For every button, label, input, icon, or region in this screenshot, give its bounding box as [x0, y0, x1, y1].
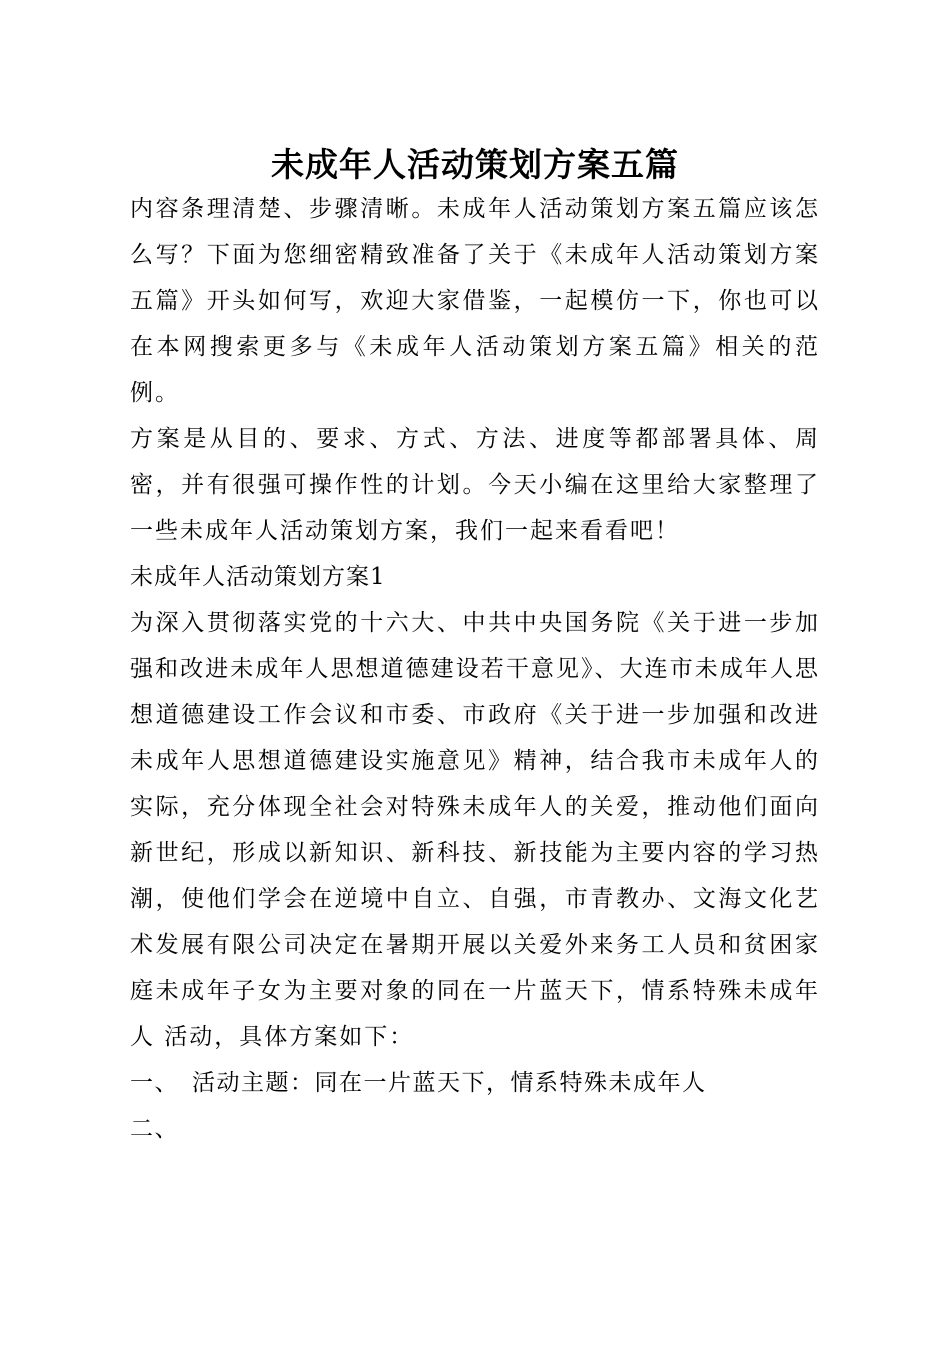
- document-body: [130, 186, 820, 1152]
- list-item-1: [130, 1060, 820, 1106]
- list-item-number: 一、: [130, 1070, 179, 1096]
- list-item-text: 活动主题：同在一片蓝天下，情系特殊未成年人: [192, 1070, 707, 1096]
- definition-paragraph: 方案是从目的、要求、方式、方法、进度等都部署具体、周密，并有很强可操作性的计划。今天小编在这里给大家整理了一些未成年人活动策划方案，我们一起来看看吧！: [130, 426, 820, 544]
- body-paragraph: 为深入贯彻落实党的十六大、中共中央国务院《关于进一步加强和改进未成年人思想道德建设若干意见》、大连市未成年人思想道德建设工作会议和市委、市政府《关于进一步加强和改进未成年人思想道德建设实施意见》精神，结合我市未成年人的实际，充分体现全社会对特殊未成年人的关爱，推动他们面向新世纪，形成以新知识、新科技、新技能为主要内容的学习热潮，使他们学会在逆境中自立、自强，市青教办、文海文化艺术发展有限公司决定在暑期开展以关爱外来务工人员和贫困家庭未成年子女为主要对象的同在一片蓝天下，情系特殊未成年人 活动，具体方案如下：: [130, 610, 820, 1050]
- list-item-2: [130, 1106, 820, 1152]
- section-heading: 未成年人活动策划方案1: [130, 564, 386, 590]
- intro-paragraph: 内容条理清楚、步骤清晰。未成年人活动策划方案五篇应该怎么写？下面为您细密精致准备了关于《未成年人活动策划方案五篇》开头如何写，欢迎大家借鉴，一起模仿一下，你也可以在本网搜索更多与《未成年人活动策划方案五篇》相关的范例。: [130, 196, 820, 406]
- document-title: 未成年人活动策划方案五篇: [271, 145, 679, 184]
- list-item-number: 二、: [130, 1116, 179, 1142]
